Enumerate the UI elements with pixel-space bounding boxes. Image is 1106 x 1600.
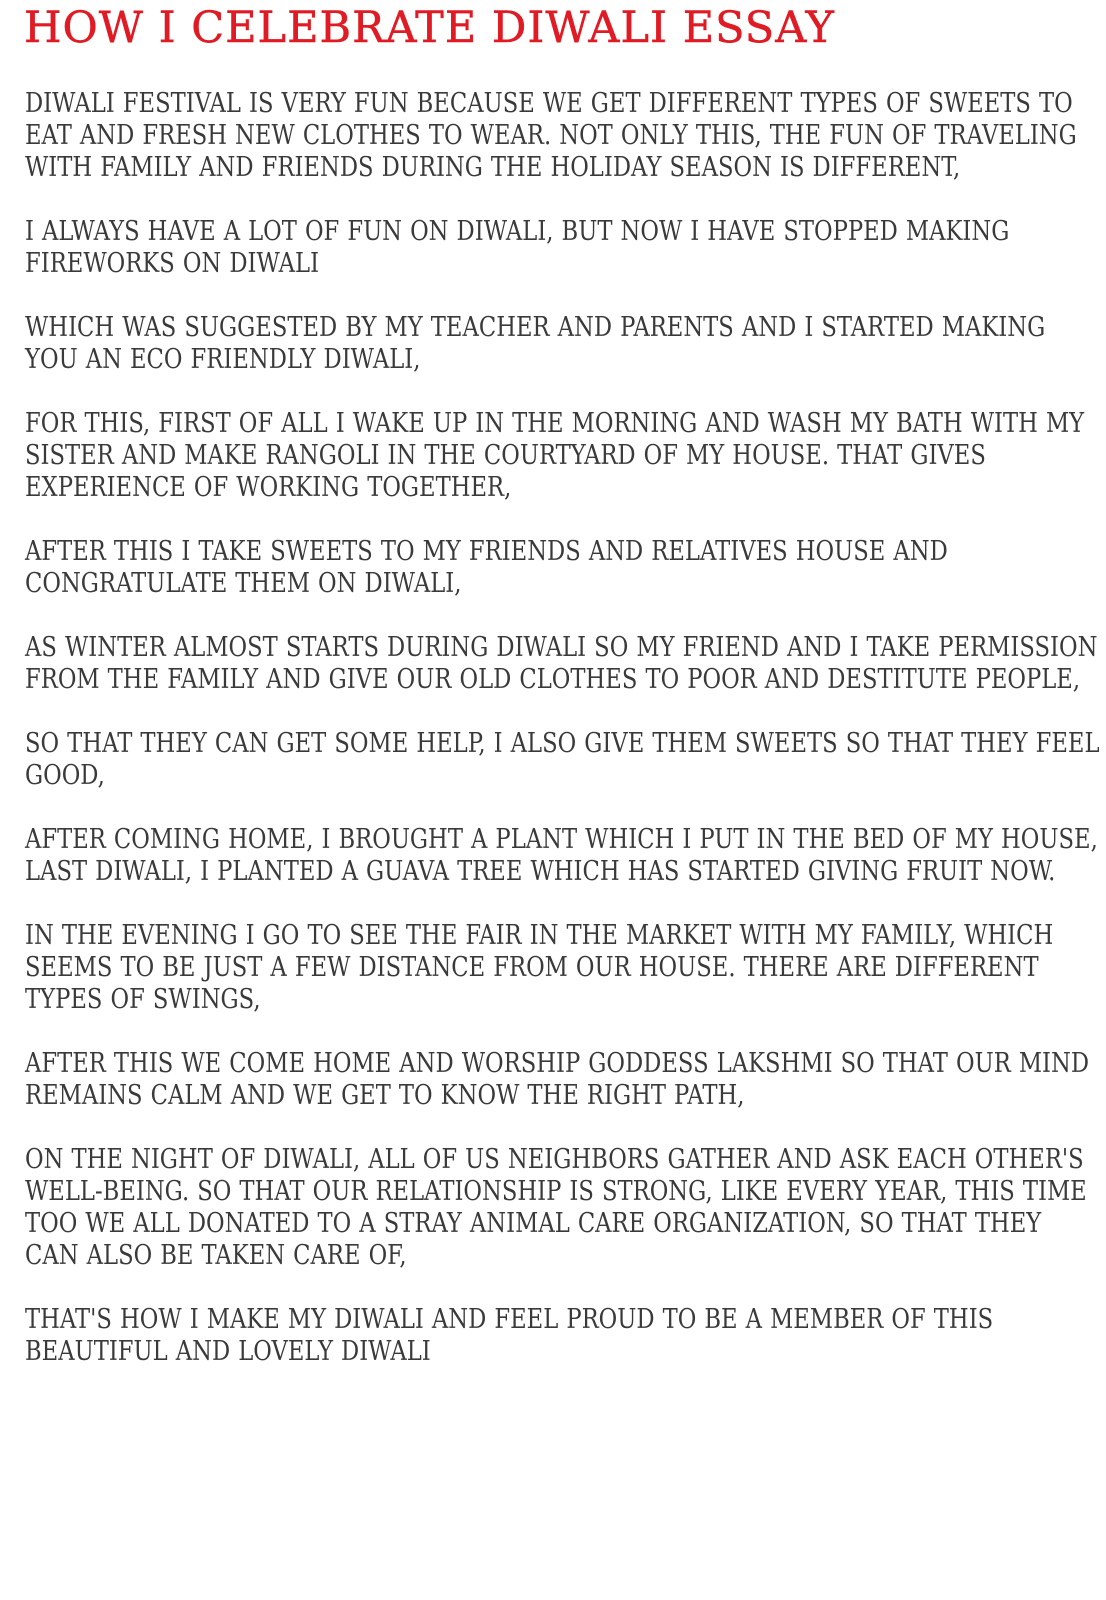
- essay-paragraph: AS WINTER ALMOST STARTS DURING DIWALI SO MY FRIEND AND I TAKE PERMISSION FROM THE FAMILY AND GIVE OUR OLD CLOTHES TO POOR AND DESTITUTE PEOPLE,: [25, 632, 1098, 695]
- essay-paragraph: I ALWAYS HAVE A LOT OF FUN ON DIWALI, BUT NOW I HAVE STOPPED MAKING FIREWORKS ON DIWALI: [25, 216, 1010, 279]
- essay-paragraph: WHICH WAS SUGGESTED BY MY TEACHER AND PARENTS AND I STARTED MAKING YOU AN ECO FRIENDLY DIWALI,: [25, 312, 1046, 375]
- essay-paragraph: AFTER THIS I TAKE SWEETS TO MY FRIENDS AND RELATIVES HOUSE AND CONGRATULATE THEM ON DIWALI,: [25, 536, 948, 599]
- essay-paragraph: AFTER THIS WE COME HOME AND WORSHIP GODDESS LAKSHMI SO THAT OUR MIND REMAINS CALM AND WE GET TO KNOW THE RIGHT PATH,: [25, 1048, 1090, 1111]
- essay-paragraph: IN THE EVENING I GO TO SEE THE FAIR IN THE MARKET WITH MY FAMILY, WHICH SEEMS TO BE JUST A FEW DISTANCE FROM OUR HOUSE. THERE ARE DIFFERENT TYPES OF SWINGS,: [25, 920, 1054, 1015]
- essay-paragraph: ON THE NIGHT OF DIWALI, ALL OF US NEIGHBORS GATHER AND ASK EACH OTHER'S WELL-BEING. SO THAT OUR RELATIONSHIP IS STRONG, LIKE EVERY YEAR, THIS TIME TOO WE ALL DONATED TO A STRAY ANIMAL CARE ORGANIZATION, SO THAT THEY CAN ALSO BE TAKEN CARE OF,: [25, 1144, 1087, 1271]
- essay-title: HOW I CELEBRATE DIWALI ESSAY: [24, 3, 835, 53]
- essay-paragraph: THAT'S HOW I MAKE MY DIWALI AND FEEL PROUD TO BE A MEMBER OF THIS BEAUTIFUL AND LOVELY DIWALI: [25, 1304, 994, 1367]
- essay-paragraph: AFTER COMING HOME, I BROUGHT A PLANT WHICH I PUT IN THE BED OF MY HOUSE, LAST DIWALI, I PLANTED A GUAVA TREE WHICH HAS STARTED GIVING FRUIT NOW.: [25, 824, 1098, 887]
- essay-paragraph: DIWALI FESTIVAL IS VERY FUN BECAUSE WE GET DIFFERENT TYPES OF SWEETS TO EAT AND FRESH NEW CLOTHES TO WEAR. NOT ONLY THIS, THE FUN OF TRAVELING WITH FAMILY AND FRIENDS DURING THE HOLIDAY SEASON IS DIFFERENT,: [25, 88, 1077, 183]
- essay-body: [25, 88, 1100, 1400]
- essay-paragraph: FOR THIS, FIRST OF ALL I WAKE UP IN THE MORNING AND WASH MY BATH WITH MY SISTER AND MAKE RANGOLI IN THE COURTYARD OF MY HOUSE. THAT GIVES EXPERIENCE OF WORKING TOGETHER,: [25, 408, 1085, 503]
- essay-paragraph: SO THAT THEY CAN GET SOME HELP, I ALSO GIVE THEM SWEETS SO THAT THEY FEEL GOOD,: [25, 728, 1100, 791]
